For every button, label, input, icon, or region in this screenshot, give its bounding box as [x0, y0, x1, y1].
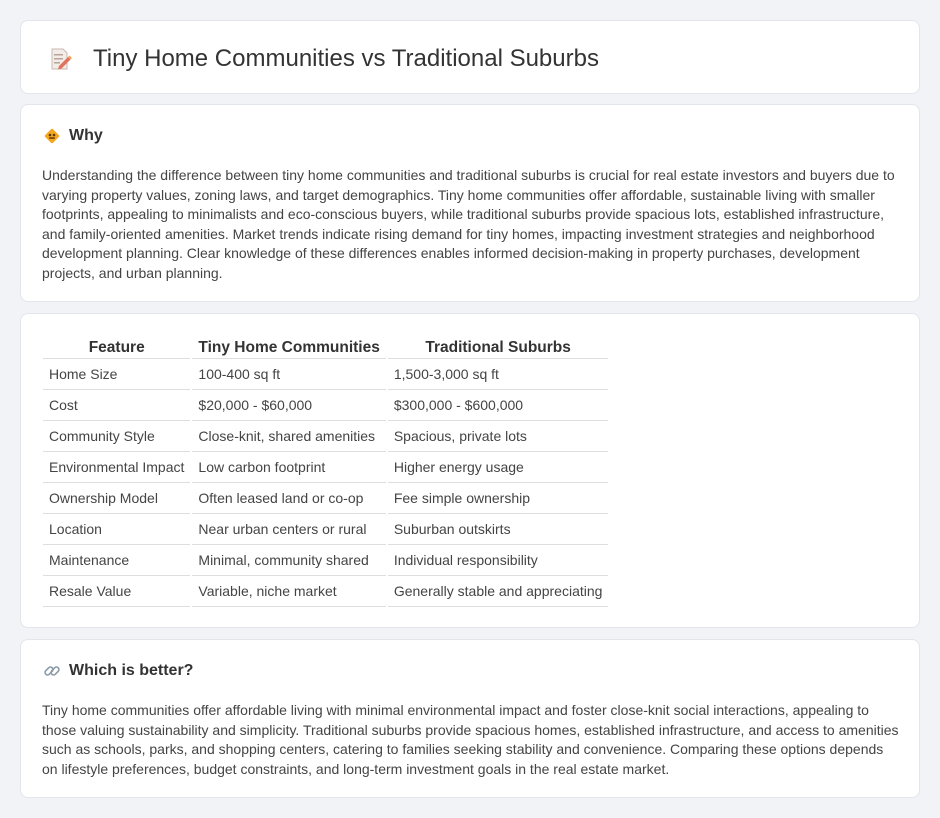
table-cell: Maintenance [43, 545, 190, 576]
why-card [20, 104, 920, 302]
table-cell: Often leased land or co-op [192, 483, 385, 514]
table-row [43, 576, 608, 607]
better-header [43, 662, 193, 680]
table-row [43, 421, 608, 452]
table-cell: Spacious, private lots [388, 421, 609, 452]
table-cell: Location [43, 514, 190, 545]
table-cell: Low carbon footprint [192, 452, 385, 483]
table-cell: 1,500-3,000 sq ft [388, 359, 609, 390]
header-feature: Feature [43, 335, 190, 359]
table-cell: Resale Value [43, 576, 190, 607]
which-better-card [20, 639, 920, 798]
title-card [20, 20, 920, 94]
table-row [43, 452, 608, 483]
table-cell: $300,000 - $600,000 [388, 390, 609, 421]
comparison-table [41, 335, 610, 607]
header-tiny-home: Tiny Home Communities [192, 335, 385, 359]
table-row [43, 390, 608, 421]
table-cell: Suburban outskirts [388, 514, 609, 545]
table-cell: Ownership Model [43, 483, 190, 514]
document-edit-icon [47, 46, 73, 72]
why-text: Understanding the difference between tiny home communities and traditional suburbs is crucial for real estate investors and buyers due to varying property values, zoning laws, and target demographics. Tiny home communities offer affordable, sustainable living with smaller footprints, appealing to minimalists and eco-conscious buyers, while traditional suburbs provide spacious lots, established infrastructure, and family-oriented amenities. Market trends indicate rising demand for tiny homes, impacting investment strategies and neighborhood development planning. Clear knowledge of these differences enables informed decision-making in property purchases, development projects, and urban planning. [42, 167, 895, 281]
table-cell: $20,000 - $60,000 [192, 390, 385, 421]
header-suburbs: Traditional Suburbs [388, 335, 609, 359]
table-cell: Minimal, community shared [192, 545, 385, 576]
table-row [43, 545, 608, 576]
table-cell: Higher energy usage [388, 452, 609, 483]
table-row [43, 514, 608, 545]
table-cell: Individual responsibility [388, 545, 609, 576]
table-cell: Variable, niche market [192, 576, 385, 607]
table-cell: Home Size [43, 359, 190, 390]
better-title: Which is better? [69, 662, 194, 679]
table-cell: 100-400 sq ft [192, 359, 385, 390]
table-header-row [43, 335, 608, 359]
table-cell: Cost [43, 390, 190, 421]
diamond-warning-icon [43, 127, 61, 145]
link-icon [43, 662, 61, 680]
table-row [43, 483, 608, 514]
table-cell: Community Style [43, 421, 190, 452]
table-cell: Near urban centers or rural [192, 514, 385, 545]
table-cell: Fee simple ownership [388, 483, 609, 514]
why-header [43, 127, 103, 145]
table-cell: Generally stable and appreciating [388, 576, 609, 607]
title-row [47, 45, 599, 73]
table-row [43, 359, 608, 390]
better-text: Tiny home communities offer affordable living with minimal environmental impact and foster close-knit social interactions, appealing to those valuing sustainability and simplicity. Traditional suburbs provide spacious homes, established infrastructure, and access to amenities such as schools, parks, and shopping centers, catering to families seeking stability and convenience. Comparing these options depends on lifestyle preferences, budget constraints, and long-term investment goals in the real estate market. [42, 702, 899, 777]
table-cell: Environmental Impact [43, 452, 190, 483]
why-title: Why [69, 127, 103, 144]
comparison-card [20, 313, 920, 628]
page-title: Tiny Home Communities vs Traditional Suburbs [93, 45, 599, 72]
table-cell: Close-knit, shared amenities [192, 421, 385, 452]
